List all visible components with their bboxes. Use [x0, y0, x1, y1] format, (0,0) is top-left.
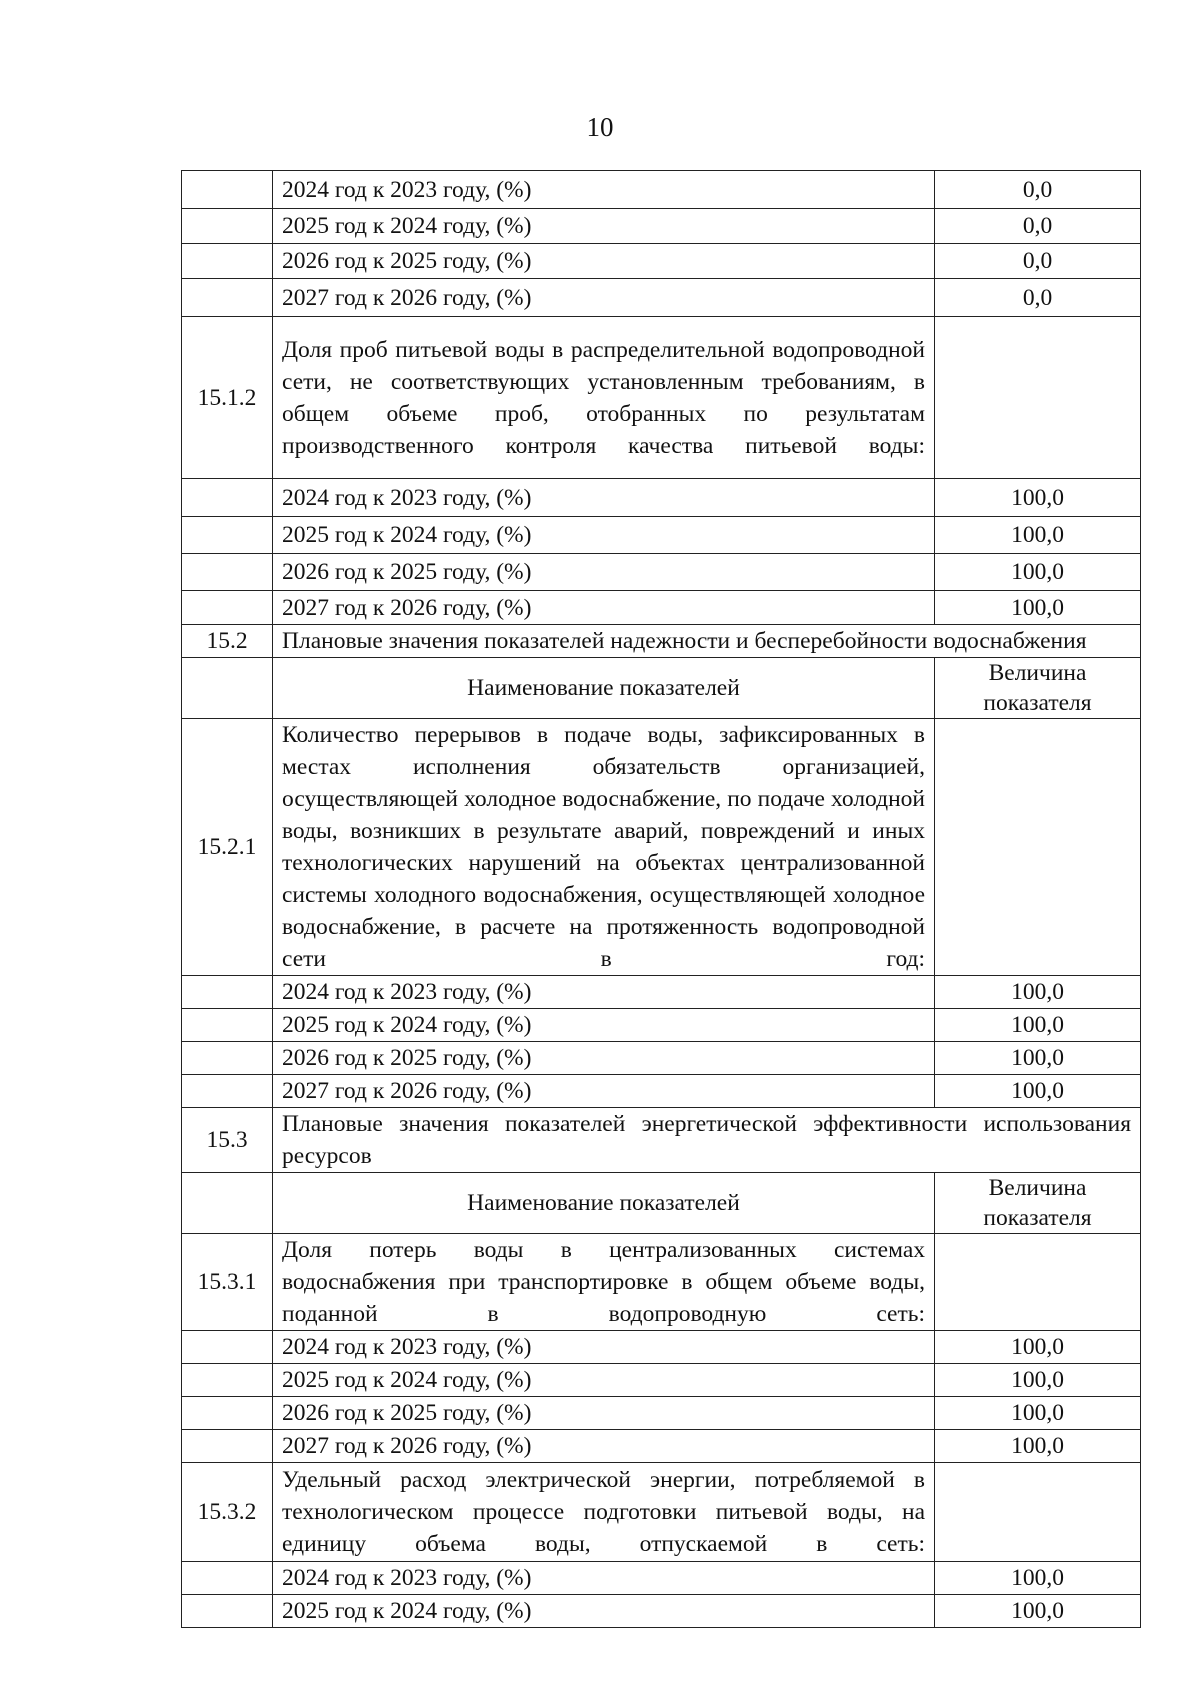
row-value: 100,0 [935, 591, 1141, 625]
row-value: 100,0 [935, 1430, 1141, 1463]
row-label: 2027 год к 2026 году, (%) [273, 279, 935, 317]
row-label: 2026 год к 2025 году, (%) [273, 244, 935, 279]
row-label: 2024 год к 2023 году, (%) [273, 171, 935, 209]
table-row [182, 171, 1141, 209]
table-row [182, 976, 1141, 1009]
row-number-cell [182, 244, 273, 279]
header-row [182, 1173, 1141, 1234]
row-number-cell [182, 209, 273, 244]
header-name-column: Наименование показателей [273, 1173, 935, 1234]
table-row [182, 244, 1141, 279]
indicator-number: 15.3.2 [182, 1463, 273, 1562]
header-row [182, 658, 1141, 719]
table-row [182, 1009, 1141, 1042]
indicator-row [182, 317, 1141, 479]
section-title: Плановые значения показателей надежности и бесперебойности водоснабжения [273, 625, 1141, 658]
row-label: 2026 год к 2025 году, (%) [273, 1042, 935, 1075]
row-number-cell [182, 1397, 273, 1430]
row-number-cell [182, 171, 273, 209]
row-label: 2024 год к 2023 году, (%) [273, 479, 935, 517]
row-value: 0,0 [935, 171, 1141, 209]
row-number-cell [182, 1364, 273, 1397]
row-value: 0,0 [935, 244, 1141, 279]
row-label: 2025 год к 2024 году, (%) [273, 1364, 935, 1397]
indicator-description: Доля проб питьевой воды в распределительной водопроводной сети, не соответствующих установленным требованиям, в общем объеме проб, отобранных по результатам производственного контроля качества питьевой воды: [273, 317, 935, 479]
row-number-cell [182, 1331, 273, 1364]
row-value: 100,0 [935, 1397, 1141, 1430]
indicator-number: 15.3.1 [182, 1234, 273, 1331]
row-label: 2027 год к 2026 году, (%) [273, 591, 935, 625]
row-value: 100,0 [935, 1562, 1141, 1595]
row-label: 2025 год к 2024 году, (%) [273, 517, 935, 554]
row-number-cell [182, 591, 273, 625]
row-value: 0,0 [935, 279, 1141, 317]
row-value: 100,0 [935, 1364, 1141, 1397]
page-number: 10 [586, 112, 614, 142]
row-number-cell [182, 976, 273, 1009]
row-value: 100,0 [935, 517, 1141, 554]
row-value: 100,0 [935, 1042, 1141, 1075]
indicators-table [181, 170, 1141, 1628]
indicator-number: 15.2.1 [182, 719, 273, 976]
row-number-cell [182, 1009, 273, 1042]
table-row [182, 517, 1141, 554]
row-value: 100,0 [935, 1331, 1141, 1364]
table-row [182, 1430, 1141, 1463]
row-value: 100,0 [935, 1595, 1141, 1628]
row-number-cell [182, 1042, 273, 1075]
row-value: 100,0 [935, 976, 1141, 1009]
table-row [182, 554, 1141, 591]
indicator-row [182, 719, 1141, 976]
section-row [182, 1108, 1141, 1173]
row-value: 0,0 [935, 209, 1141, 244]
row-label: 2026 год к 2025 году, (%) [273, 1397, 935, 1430]
row-label: 2025 год к 2024 году, (%) [273, 1595, 935, 1628]
row-label: 2024 год к 2023 году, (%) [273, 1562, 935, 1595]
header-number-cell [182, 658, 273, 719]
table-row [182, 1364, 1141, 1397]
indicator-value-cell [935, 1463, 1141, 1562]
row-label: 2027 год к 2026 году, (%) [273, 1075, 935, 1108]
indicator-description: Доля потерь воды в централизованных системах водоснабжения при транспортировке в общем объеме воды, поданной в водопроводную сеть: [273, 1234, 935, 1331]
row-value: 100,0 [935, 1075, 1141, 1108]
row-number-cell [182, 1430, 273, 1463]
indicator-number: 15.1.2 [182, 317, 273, 479]
table-row [182, 1397, 1141, 1430]
section-title: Плановые значения показателей энергетической эффективности использования ресурсов [273, 1108, 1141, 1173]
header-value-column: Величина показателя [935, 658, 1141, 719]
table-row [182, 479, 1141, 517]
header-name-column: Наименование показателей [273, 658, 935, 719]
table-row [182, 1562, 1141, 1595]
section-number: 15.3 [182, 1108, 273, 1173]
indicator-value-cell [935, 719, 1141, 976]
row-number-cell [182, 279, 273, 317]
row-label: 2026 год к 2025 году, (%) [273, 554, 935, 591]
indicator-row [182, 1234, 1141, 1331]
table-row [182, 1595, 1141, 1628]
table-row [182, 1075, 1141, 1108]
row-value: 100,0 [935, 479, 1141, 517]
table-row [182, 209, 1141, 244]
row-label: 2025 год к 2024 году, (%) [273, 1009, 935, 1042]
row-label: 2025 год к 2024 году, (%) [273, 209, 935, 244]
row-value: 100,0 [935, 1009, 1141, 1042]
indicator-value-cell [935, 317, 1141, 479]
indicator-row [182, 1463, 1141, 1562]
table-row [182, 591, 1141, 625]
row-number-cell [182, 1075, 273, 1108]
indicators-table-body [182, 171, 1141, 1628]
table-row [182, 279, 1141, 317]
row-label: 2024 год к 2023 году, (%) [273, 976, 935, 1009]
row-label: 2027 год к 2026 году, (%) [273, 1430, 935, 1463]
row-number-cell [182, 554, 273, 591]
header-number-cell [182, 1173, 273, 1234]
table-row [182, 1042, 1141, 1075]
indicator-description: Количество перерывов в подаче воды, зафиксированных в местах исполнения обязательств организацией, осуществляющей холодное водоснабжение, по подаче холодной воды, возникших в результате аварий, повреждений и иных технологических нарушений на объектах централизованной системы холодного водоснабжения, осуществляющей холодное водоснабжение, в расчете на протяженность водопроводной сети в год: [273, 719, 935, 976]
indicator-value-cell [935, 1234, 1141, 1331]
row-label: 2024 год к 2023 году, (%) [273, 1331, 935, 1364]
section-number: 15.2 [182, 625, 273, 658]
row-number-cell [182, 479, 273, 517]
table-row [182, 1331, 1141, 1364]
row-value: 100,0 [935, 554, 1141, 591]
row-number-cell [182, 1595, 273, 1628]
section-row [182, 625, 1141, 658]
indicator-description: Удельный расход электрической энергии, потребляемой в технологическом процессе подготовки питьевой воды, на единицу объема воды, отпускаемой в сеть: [273, 1463, 935, 1562]
row-number-cell [182, 1562, 273, 1595]
row-number-cell [182, 517, 273, 554]
header-value-column: Величина показателя [935, 1173, 1141, 1234]
